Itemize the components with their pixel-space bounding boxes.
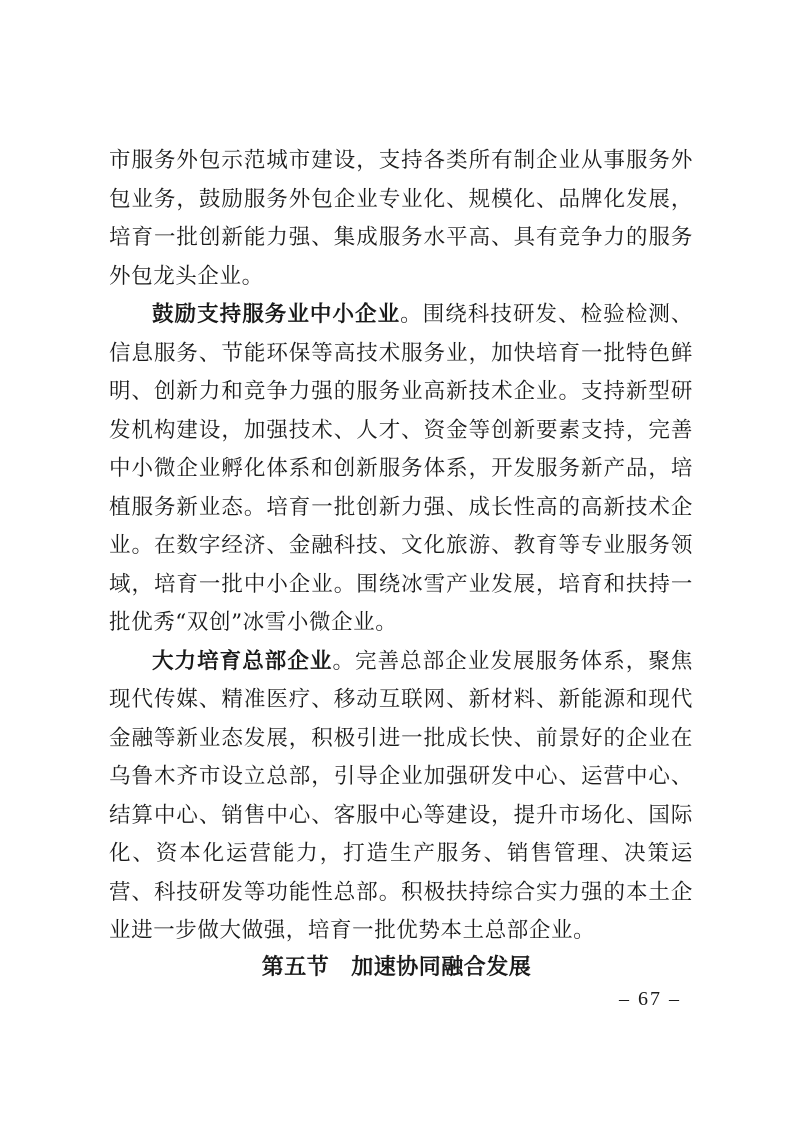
paragraph-headquarters [109,643,693,951]
page-number: – 67 – [619,988,681,1010]
section-number: 第五节 [261,955,330,980]
section-title: 加速协同融合发展 [351,955,532,980]
paragraph-text: 市服务外包示范城市建设，支持各类所有制企业从事服务外包业务，鼓励服务外包企业专业化、规模化、品牌化发展，培育一批创新能力强、集成服务水平高、具有竞争力的服务外包龙头企业。 [109,148,693,289]
document-body [109,142,693,951]
section-heading [0,950,793,981]
paragraph-text: 。完善总部企业发展服务体系，聚焦现代传媒、精准医疗、移动互联网、新材料、新能源和现代金融等新业态发展，积极引进一批成长快、前景好的企业在乌鲁木齐市设立总部，引导企业加强研发中心、运营中心、结算中心、销售中心、客服中心等建设，提升市场化、国际化、资本化运营能力，打造生产服务、销售管理、决策运营、科技研发等功能性总部。积极扶持综合实力强的本土企业进一步做大做强，培育一批优势本土总部企业。 [109,648,693,943]
paragraph-continuation [109,142,693,296]
paragraph-text: 。围绕科技研发、检验检测、信息服务、节能环保等高技术服务业，加快培育一批特色鲜明、创新力和竞争力强的服务业高新技术企业。支持新型研发机构建设，加强技术、人才、资金等创新要素支持，完善中小微企业孵化体系和创新服务体系，开发服务新产品，培植服务新业态。培育一批创新力强、成长性高的高新技术企业。在数字经济、金融科技、文化旅游、教育等专业服务领域，培育一批中小企业。围绕冰雪产业发展，培育和扶持一批优秀“双创”冰雪小微企业。 [109,302,693,635]
paragraph-lead: 大力培育总部企业 [152,648,333,674]
paragraph-lead: 鼓励支持服务业中小企业 [152,302,401,327]
paragraph-sme-support [109,296,693,643]
